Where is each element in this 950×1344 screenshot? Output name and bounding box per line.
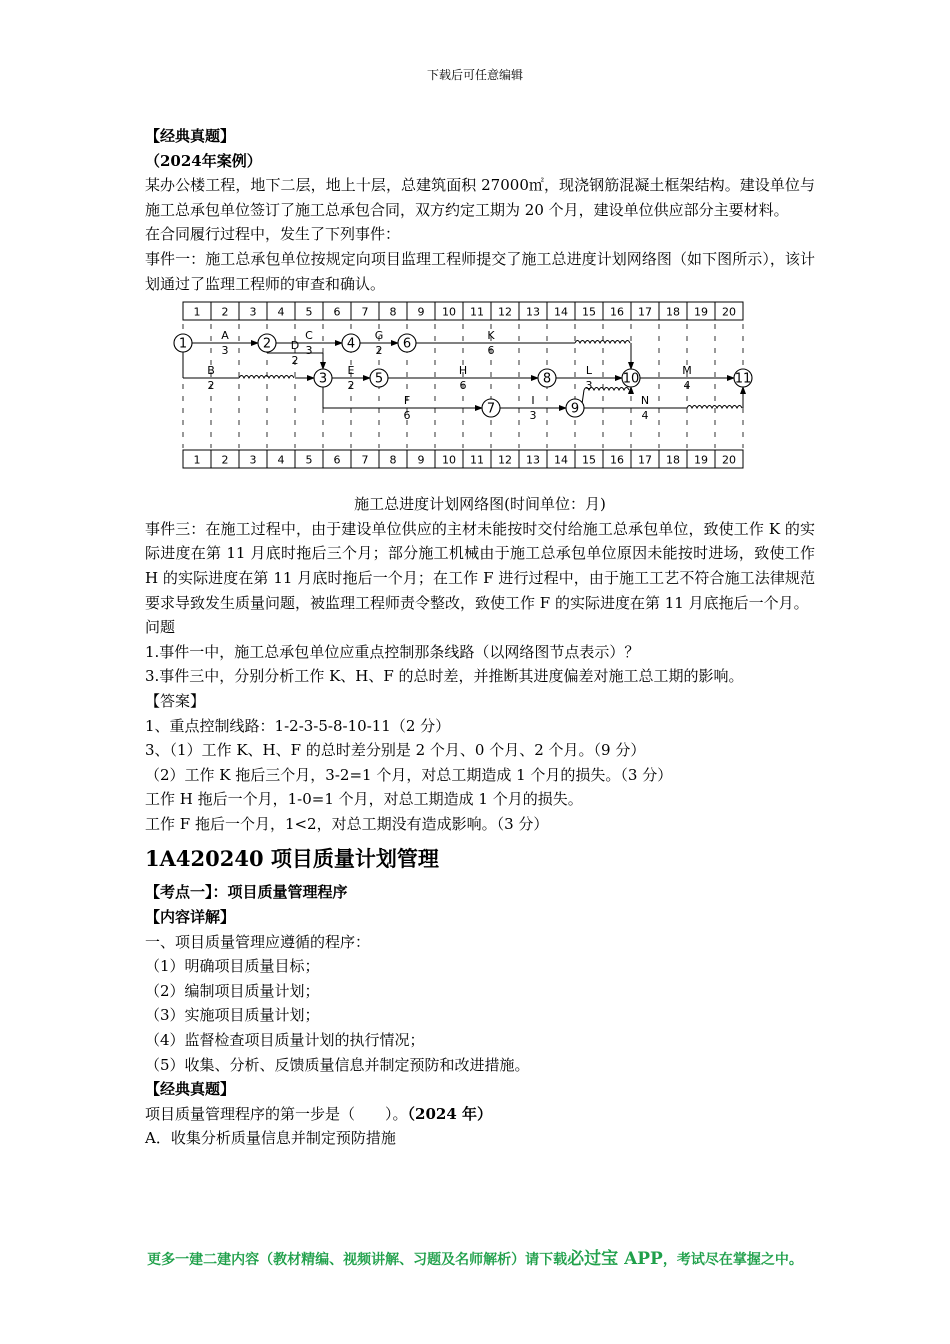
event-one: 事件一：施工总承包单位按规定向项目监理工程师提交了施工总进度计划网络图（如下图所示），该计划通过了监理工程师的审查和确认。 [145,249,815,293]
month-label: 6 [333,305,341,319]
activity-k-duration: 6 [487,344,495,358]
answer-title: 【答案】 [145,691,206,710]
activity-g-label: G [374,329,384,343]
month-label: 1 [193,453,201,467]
key-point-title: 【考点一】：项目质量管理程序 [145,883,348,902]
answer-3-2: （2）工作 K 拖后三个月，3-2=1 个月，对总工期造成 1 个月的损失。（3 分） [145,765,673,784]
event-node-label: 8 [542,371,552,387]
month-label: 16 [610,305,624,319]
activity-f-label: F [403,394,411,408]
month-label: 20 [722,305,736,319]
section-title: 【经典真题】 [145,127,236,145]
month-label: 3 [249,305,257,319]
month-label: 18 [666,305,680,319]
activity-b-label: B [207,364,215,378]
month-label: 4 [277,305,285,319]
activity-a-duration: 3 [221,344,229,358]
month-label: 10 [442,453,456,467]
activity-n-duration: 4 [641,409,649,423]
month-label: 1 [193,305,201,319]
activity-b-duration: 2 [207,379,215,393]
activity-c-duration: 3 [305,344,313,358]
network-diagram-svg [135,298,752,484]
month-label: 13 [526,305,540,319]
exam-question-text: 项目质量管理程序的第一步是（ ）。 [145,1104,408,1123]
detail-title: 【内容详解】 [145,908,236,927]
activity-h-duration: 6 [459,379,467,393]
month-label: 17 [638,453,652,467]
free-float-wave [239,376,294,379]
answer-3-3: 工作 H 拖后一个月，1-0=1 个月，对总工期造成 1 个月的损失。 [145,790,583,809]
case-intro: 某办公楼工程，地下二层，地上十层，总建筑面积 27000㎡，现浇钢筋混凝土框架结构。建设单位与施工总承包单位签订了施工总承包合同，双方约定工期为 20 个月，建设单位供应部分主要材料。 [145,176,815,219]
month-label: 8 [389,305,397,319]
event-node-label: 9 [570,401,580,417]
time-scale-top [183,302,743,320]
procedure-intro: 一、项目质量管理应遵循的程序： [145,932,371,951]
activity-l-label: L [585,364,593,378]
footer-brand: 必过宝 APP [567,1249,663,1269]
free-float-wave [687,406,742,409]
month-label: 4 [277,453,285,467]
month-label: 15 [582,305,596,319]
activity-c-label: C [305,329,313,343]
answer-3-4: 工作 F 拖后一个月，1<2，对总工期没有造成影响。（3 分） [145,814,549,833]
month-label: 15 [582,453,596,467]
month-label: 11 [470,305,484,319]
event-node-label: 6 [402,336,412,352]
event-node-label: 2 [262,336,272,352]
activity-i-duration: 3 [529,409,537,423]
exam-question [145,1102,815,1127]
month-label: 7 [361,453,369,467]
figure-caption: 施工总进度计划网络图(时间单位：月) [354,495,606,514]
footer-text-end: ，考试尽在掌握之中。 [662,1252,803,1268]
event-three: 事件三：在施工过程中，由于建设单位供应的主材未能按时交付给施工总承包单位，致使工作 K 的实际进度在第 11 月底时拖后三个月；部分施工机械由于施工总承包单位原因未能按时进场，致使工作 H 的实际进度在第 11 月底时拖后一个月；在工作 F 进行过程中，由于施工工艺不符合施工法律规范要求导致发生质量问题，被监理工程师责令整改，致使工作 F 的实际进度在第 11 月底拖后一个月。 [145,519,815,612]
month-label: 5 [305,453,313,467]
activity-m-duration: 4 [683,379,691,393]
document-body [145,124,815,1151]
procedure-step-4: （4）监督检查项目质量计划的执行情况； [145,1031,425,1050]
event-node-label: 5 [374,371,384,387]
month-label: 12 [498,305,512,319]
month-label: 3 [249,453,257,467]
free-float-wave [575,341,630,344]
activity-f-duration: 6 [403,409,411,423]
month-label: 9 [417,305,425,319]
footer-text: 更多一建二建内容（教材精编、视频讲解、习题及名师解析）请下载 [147,1252,568,1268]
answer-1: 1、重点控制线路：1-2-3-5-8-10-11（2 分） [145,716,451,735]
month-label: 20 [722,453,736,467]
month-label: 2 [221,305,229,319]
month-label: 10 [442,305,456,319]
event-node-label: 7 [486,401,496,417]
event-node-label: 4 [346,336,356,352]
page-header: 下载后可任意编辑 [426,68,523,82]
activity-n-label: N [640,394,650,408]
event-node-label: 11 [734,371,752,387]
procedure-step-2: （2）编制项目质量计划； [145,981,320,1000]
month-label: 18 [666,453,680,467]
section-title-2: 【经典真题】 [145,1080,236,1099]
month-label: 17 [638,305,652,319]
answer-3: 3、（1）工作 K、H、F 的总时差分别是 2 个月、0 个月、2 个月。（9 分） [145,741,646,760]
procedure-step-5: （5）收集、分析、反馈质量信息并制定预防和改进措施。 [145,1055,530,1074]
case-intro-2: 在合同履行过程中，发生了下列事件： [145,225,401,244]
procedure-step-1: （1）明确项目质量目标； [145,957,320,976]
month-label: 8 [389,453,397,467]
activity-e-duration: 2 [347,379,355,393]
activity-i-label: I [531,394,535,408]
page-footer [0,1244,950,1269]
activity-g-duration: 2 [375,344,383,358]
month-label: 11 [470,453,484,467]
option-a: A．收集分析质量信息并制定预防措施 [145,1129,396,1148]
month-label: 5 [305,305,313,319]
chapter-heading: 1A420240 项目质量计划管理 [145,846,439,872]
month-label: 14 [554,453,568,467]
month-label: 16 [610,453,624,467]
activity-e-label: E [347,364,355,378]
month-label: 14 [554,305,568,319]
month-label: 19 [694,305,708,319]
month-label: 9 [417,453,425,467]
month-label: 6 [333,453,341,467]
activity-m-label: M [682,364,692,378]
activity-a-label: A [221,329,229,343]
activity-l-duration: 3 [585,379,593,393]
case-year: （2024年案例） [145,151,262,170]
network-diagram [135,298,815,484]
procedure-step-3: （3）实施项目质量计划； [145,1006,320,1025]
event-node-label: 10 [622,371,640,387]
question-3: 3.事件三中，分别分析工作 K、H、F 的总时差，并推断其进度偏差对施工总工期的影响。 [145,667,744,686]
activity-h-label: H [458,364,468,378]
activity-d-label: D [290,339,300,353]
time-scale-bottom [183,450,743,468]
month-label: 12 [498,453,512,467]
month-label: 19 [694,453,708,467]
exam-question-year: （2024 年） [407,1104,492,1123]
questions-title: 问题 [145,618,176,637]
question-1: 1.事件一中，施工总承包单位应重点控制那条线路（以网络图节点表示）？ [145,642,640,661]
event-node-label: 3 [318,371,328,387]
month-label: 2 [221,453,229,467]
activity-d-duration: 2 [291,354,299,368]
activity-k-label: K [487,329,495,343]
month-label: 13 [526,453,540,467]
month-label: 7 [361,305,369,319]
event-node-label: 1 [178,336,188,352]
